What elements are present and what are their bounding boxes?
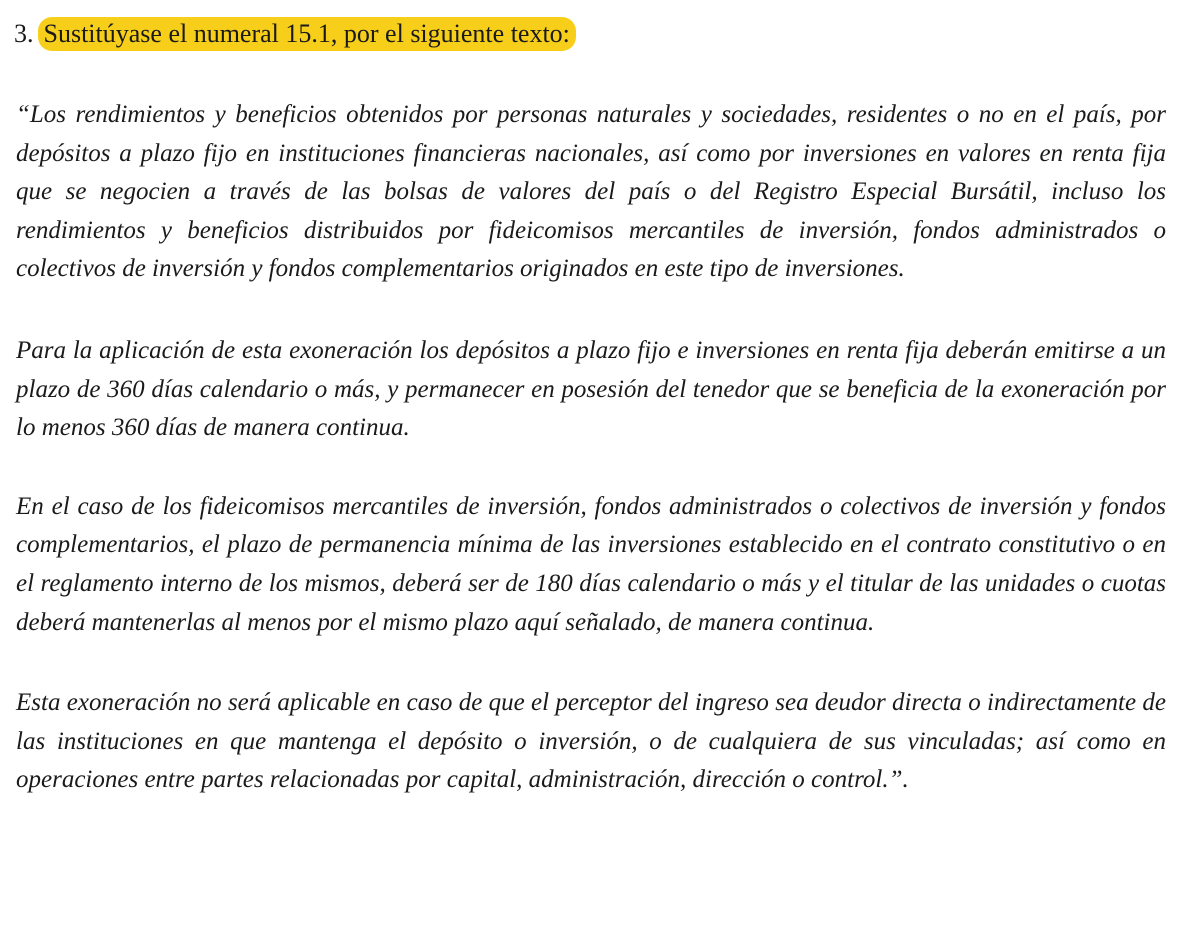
highlighted-instruction: Sustitúyase el numeral 15.1, por el siguiente texto: (38, 17, 576, 51)
amendment-heading (14, 14, 1166, 54)
paragraph-2: Para la aplicación de esta exoneración los depósitos a plazo fijo e inversiones en renta fija deberán emitirse a un plazo de 360 días calendario o más, y permanecer en posesión del tenedor que se beneficia de la exoneración por lo menos 360 días de manera continua. (16, 336, 1166, 442)
paragraph-1: “Los rendimientos y beneficios obtenidos por personas naturales y sociedades, residentes o no en el país, por depósitos a plazo fijo en instituciones financieras nacionales, así como por inversiones en valores en renta fija que se negocien a través de las bolsas de valores del país o del Registro Especial Bursátil, incluso los rendimientos y beneficios distribuidos por fideicomisos mercantiles de inversión, fondos administrados o colectivos de inversión y fondos complementarios originados en este tipo de inversiones. (16, 101, 1166, 283)
item-number: 3. (14, 19, 34, 48)
paragraph-3: En el caso de los fideicomisos mercantiles de inversión, fondos administrados o colectivos de inversión y fondos complementarios, el plazo de permanencia mínima de las inversiones establecido en el contrato constitutivo o en el reglamento interno de los mismos, deberá ser de 180 días calendario o más y el titular de las unidades o cuotas deberá mantenerlas al menos por el mismo plazo aquí señalado, de manera continua. (16, 492, 1166, 636)
paragraph-4: Esta exoneración no será aplicable en caso de que el perceptor del ingreso sea deudor directa o indirectamente de las instituciones en que mantenga el depósito o inversión, o de cualquiera de sus vinculadas; así como en operaciones entre partes relacionadas por capital, administración, dirección o control.”. (16, 689, 1166, 794)
